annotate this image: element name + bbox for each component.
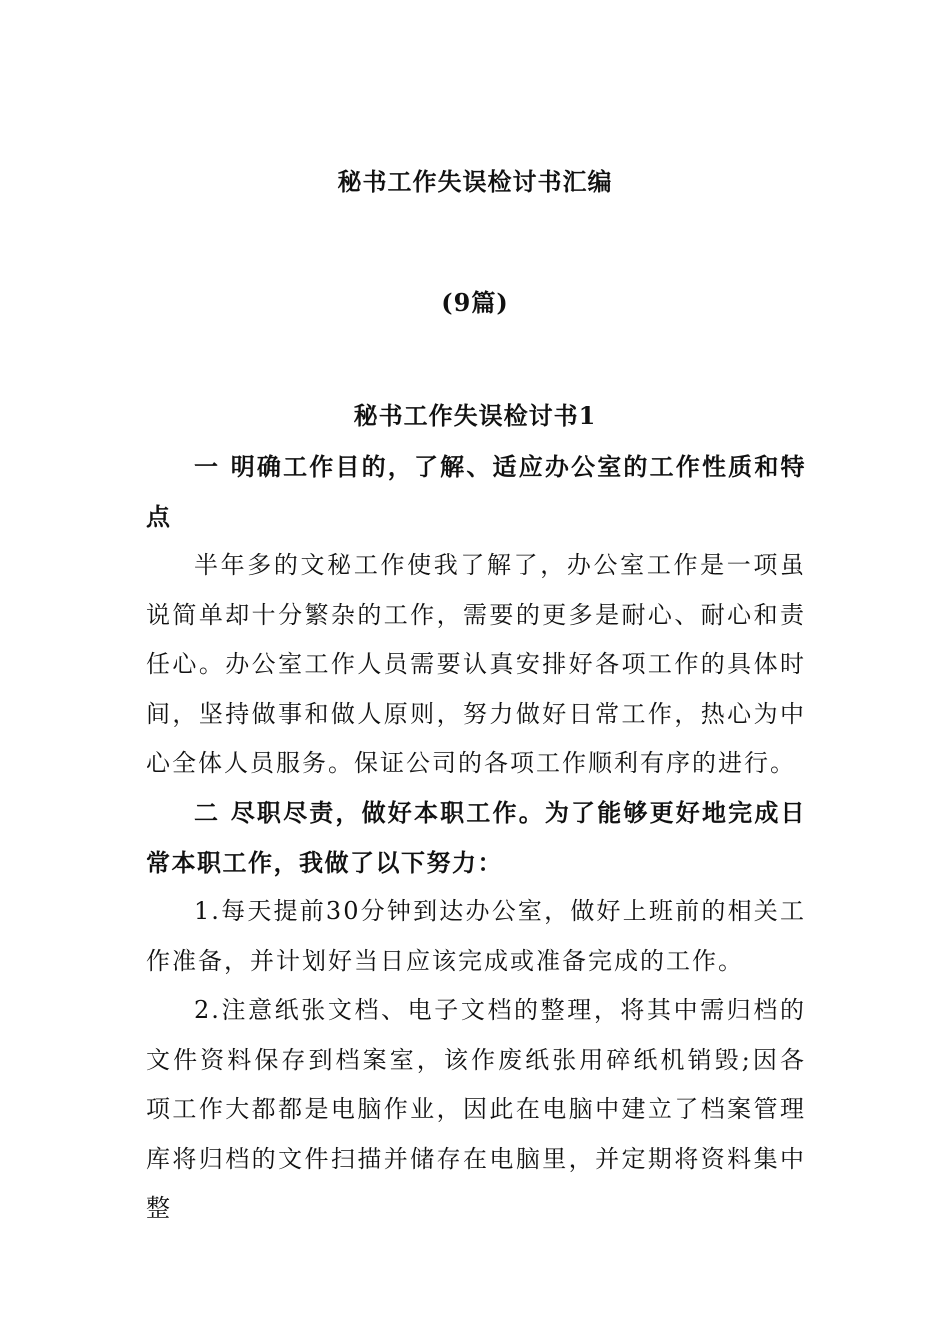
paragraph-1: 半年多的文秘工作使我了解了，办公室工作是一项虽说简单却十分繁杂的工作，需要的更多是耐心、耐心和责任心。办公室工作人员需要认真安排好各项工作的具体时间，坚持做事和做人原则，努力做好日常工作，热心为中心全体人员服务。保证公司的各项工作顺利有序的进行。: [146, 551, 806, 777]
heading-2: 二 尽职尽责，做好本职工作。为了能够更好地完成日常本职工作，我做了以下努力：: [146, 798, 806, 877]
heading-1: 一 明确工作目的，了解、适应办公室的工作性质和特点: [146, 452, 806, 531]
paragraph-3: 2.注意纸张文档、电子文档的整理，将其中需归档的文件资料保存到档案室，该作废纸张用碎纸机销毁;因各项工作大都都是电脑作业，因此在电脑中建立了档案管理库将归档的文件扫描并储存在电脑里，并定期将资料集中整: [146, 996, 806, 1222]
section-title: 秘书工作失误检讨书1: [353, 401, 597, 430]
sub-title: (9篇): [441, 288, 509, 317]
main-title: 秘书工作失误检讨书汇编: [337, 167, 613, 196]
paragraph-2: 1.每天提前30分钟到达办公室，做好上班前的相关工作准备，并计划好当日应该完成或准备完成的工作。: [146, 897, 806, 975]
